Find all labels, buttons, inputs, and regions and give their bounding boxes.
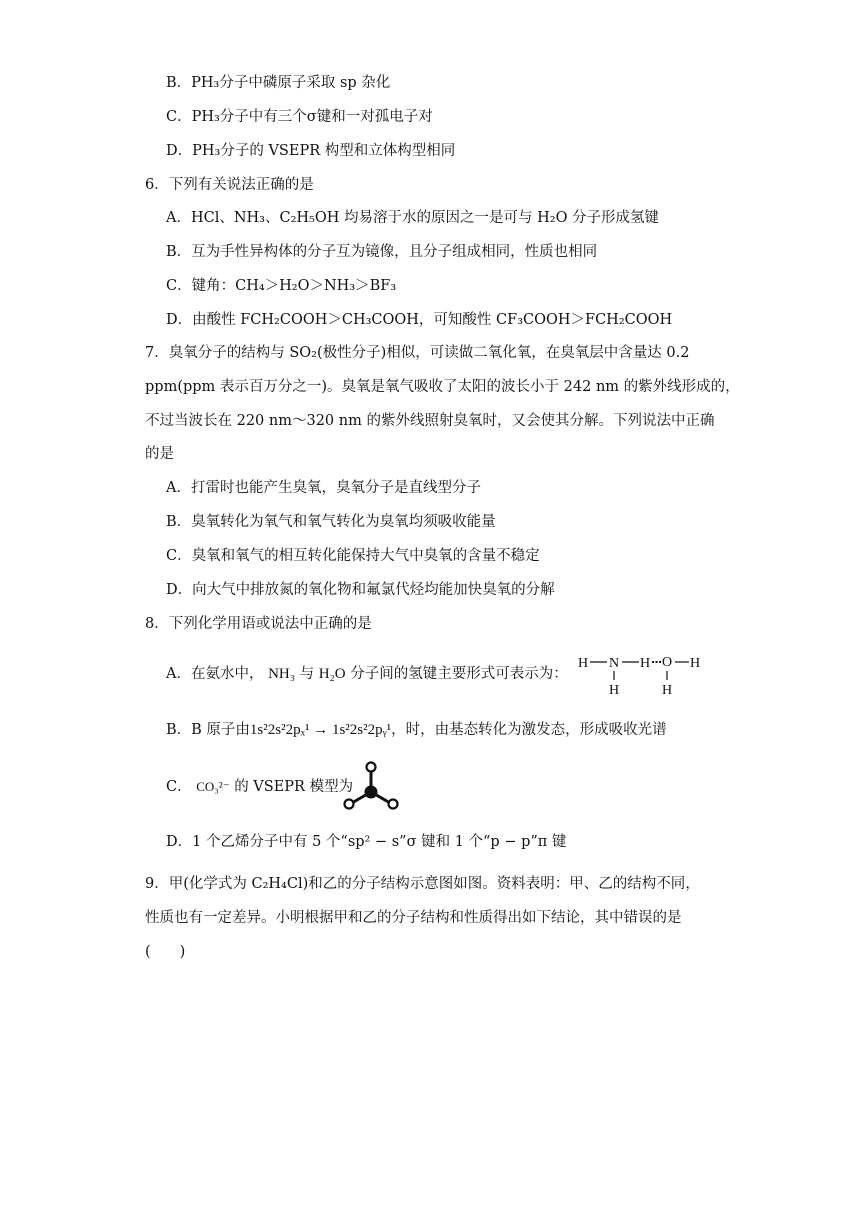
nh3-formula: NH₃ (268, 666, 295, 682)
q8-option-a (166, 664, 568, 684)
hbond-n: N (609, 656, 620, 671)
q8-option-b (166, 720, 667, 740)
hbond-ho: H (662, 683, 673, 698)
q8-option-a-middle2: 分子间的氢键主要形式可表示为： (350, 666, 568, 682)
hbond-hn: H (609, 683, 620, 698)
q7-stem-line3: 不过当波长在 220 nm～320 nm 的紫外线照射臭氧时，又会使其分解。下列说法中正确 (145, 413, 715, 429)
q5-option-c: C．PH₃分子中有三个σ键和一对孤电子对 (166, 109, 433, 125)
q7-option-c: C．臭氧和氧气的相互转化能保持大气中臭氧的含量不稳定 (166, 548, 540, 564)
q8-option-a-middle1: 与 (299, 666, 315, 682)
hbond-o: O (662, 655, 673, 670)
q7-stem-line2: ppm(ppm 表示百万分之一)。臭氧是氧气吸收了太阳的波长小于 242 nm 的紫外线形成的， (145, 379, 740, 395)
q7-option-b: B．臭氧转化为氧气和氧气转化为臭氧均须吸收能量 (166, 514, 496, 530)
q9-stem-line2: 性质也有一定差异。小明根据甲和乙的分子结构和性质得出如下结论，其中错误的是 (145, 910, 682, 926)
hydrogen-bond-diagram (576, 650, 706, 698)
q5-option-d: D．PH₃分子的 VSEPR 构型和立体构型相同 (166, 143, 456, 159)
q6-stem: 6．下列有关说法正确的是 (145, 177, 314, 193)
h2o-formula: H₂O (318, 666, 346, 682)
electron-config-ground: 1s²2s²2pₓ¹ (249, 722, 310, 738)
q9-stem-line1: 9．甲(化学式为 C₂H₄Cl)和乙的分子结构示意图如图。资料表明：甲、乙的结构不同， (145, 876, 700, 892)
hbond-h3: H (690, 656, 701, 671)
q6-option-d: D．由酸性 FCH₂COOH＞CH₃COOH，可知酸性 CF₃COOH＞FCH₂COOH (166, 312, 673, 328)
q7-option-a: A．打雷时也能产生臭氧，臭氧分子是直线型分子 (166, 480, 481, 496)
q8-option-d: D．1 个乙烯分子中有 5 个“sp² − s”σ 键和 1 个“p − p”π 键 (166, 834, 567, 850)
hbond-h2: H (640, 656, 651, 671)
q7-option-d: D．向大气中排放氮的氧化物和氟氯代烃均能加快臭氧的分解 (166, 582, 555, 598)
q6-option-b: B．互为手性异构体的分子互为镜像，且分子组成相同，性质也相同 (166, 244, 598, 260)
trigonal-planar-model-icon (340, 760, 402, 812)
q5-option-b: B．PH₃分子中磷原子采取 sp 杂化 (166, 75, 391, 91)
q7-stem-line1: 7．臭氧分子的结构与 SO₂(极性分子)相似，可读做二氧化氧，在臭氧层中含量达 0.2 (145, 345, 690, 361)
arrow-icon: → (309, 722, 332, 738)
q8-stem: 8．下列化学用语或说法中正确的是 (145, 616, 372, 632)
hbond-h1: H (578, 656, 589, 671)
q9-stem-line3: ( ) (145, 944, 186, 960)
q8-option-a-prefix: A．在氨水中， (166, 666, 264, 682)
q8-option-c (166, 777, 353, 797)
q8-option-b-suffix: ，时，由基态转化为激发态，形成吸收光谱 (391, 722, 667, 738)
q6-option-c: C．键角：CH₄＞H₂O＞NH₃＞BF₃ (166, 278, 397, 294)
q6-option-a: A．HCl、NH₃、C₂H₅OH 均易溶于水的原因之一是可与 H₂O 分子形成氢键 (166, 210, 660, 226)
q8-option-c-prefix: C． (166, 779, 192, 795)
electron-config-excited: 1s²2s²2pᵧ¹ (331, 722, 392, 738)
q8-option-c-suffix: 的 VSEPR 模型为 (234, 779, 354, 795)
carbonate-ion: CO₃²⁻ (196, 779, 230, 794)
q7-stem-line4: 的是 (145, 446, 174, 462)
q8-option-b-prefix: B．B 原子由 (166, 722, 250, 738)
